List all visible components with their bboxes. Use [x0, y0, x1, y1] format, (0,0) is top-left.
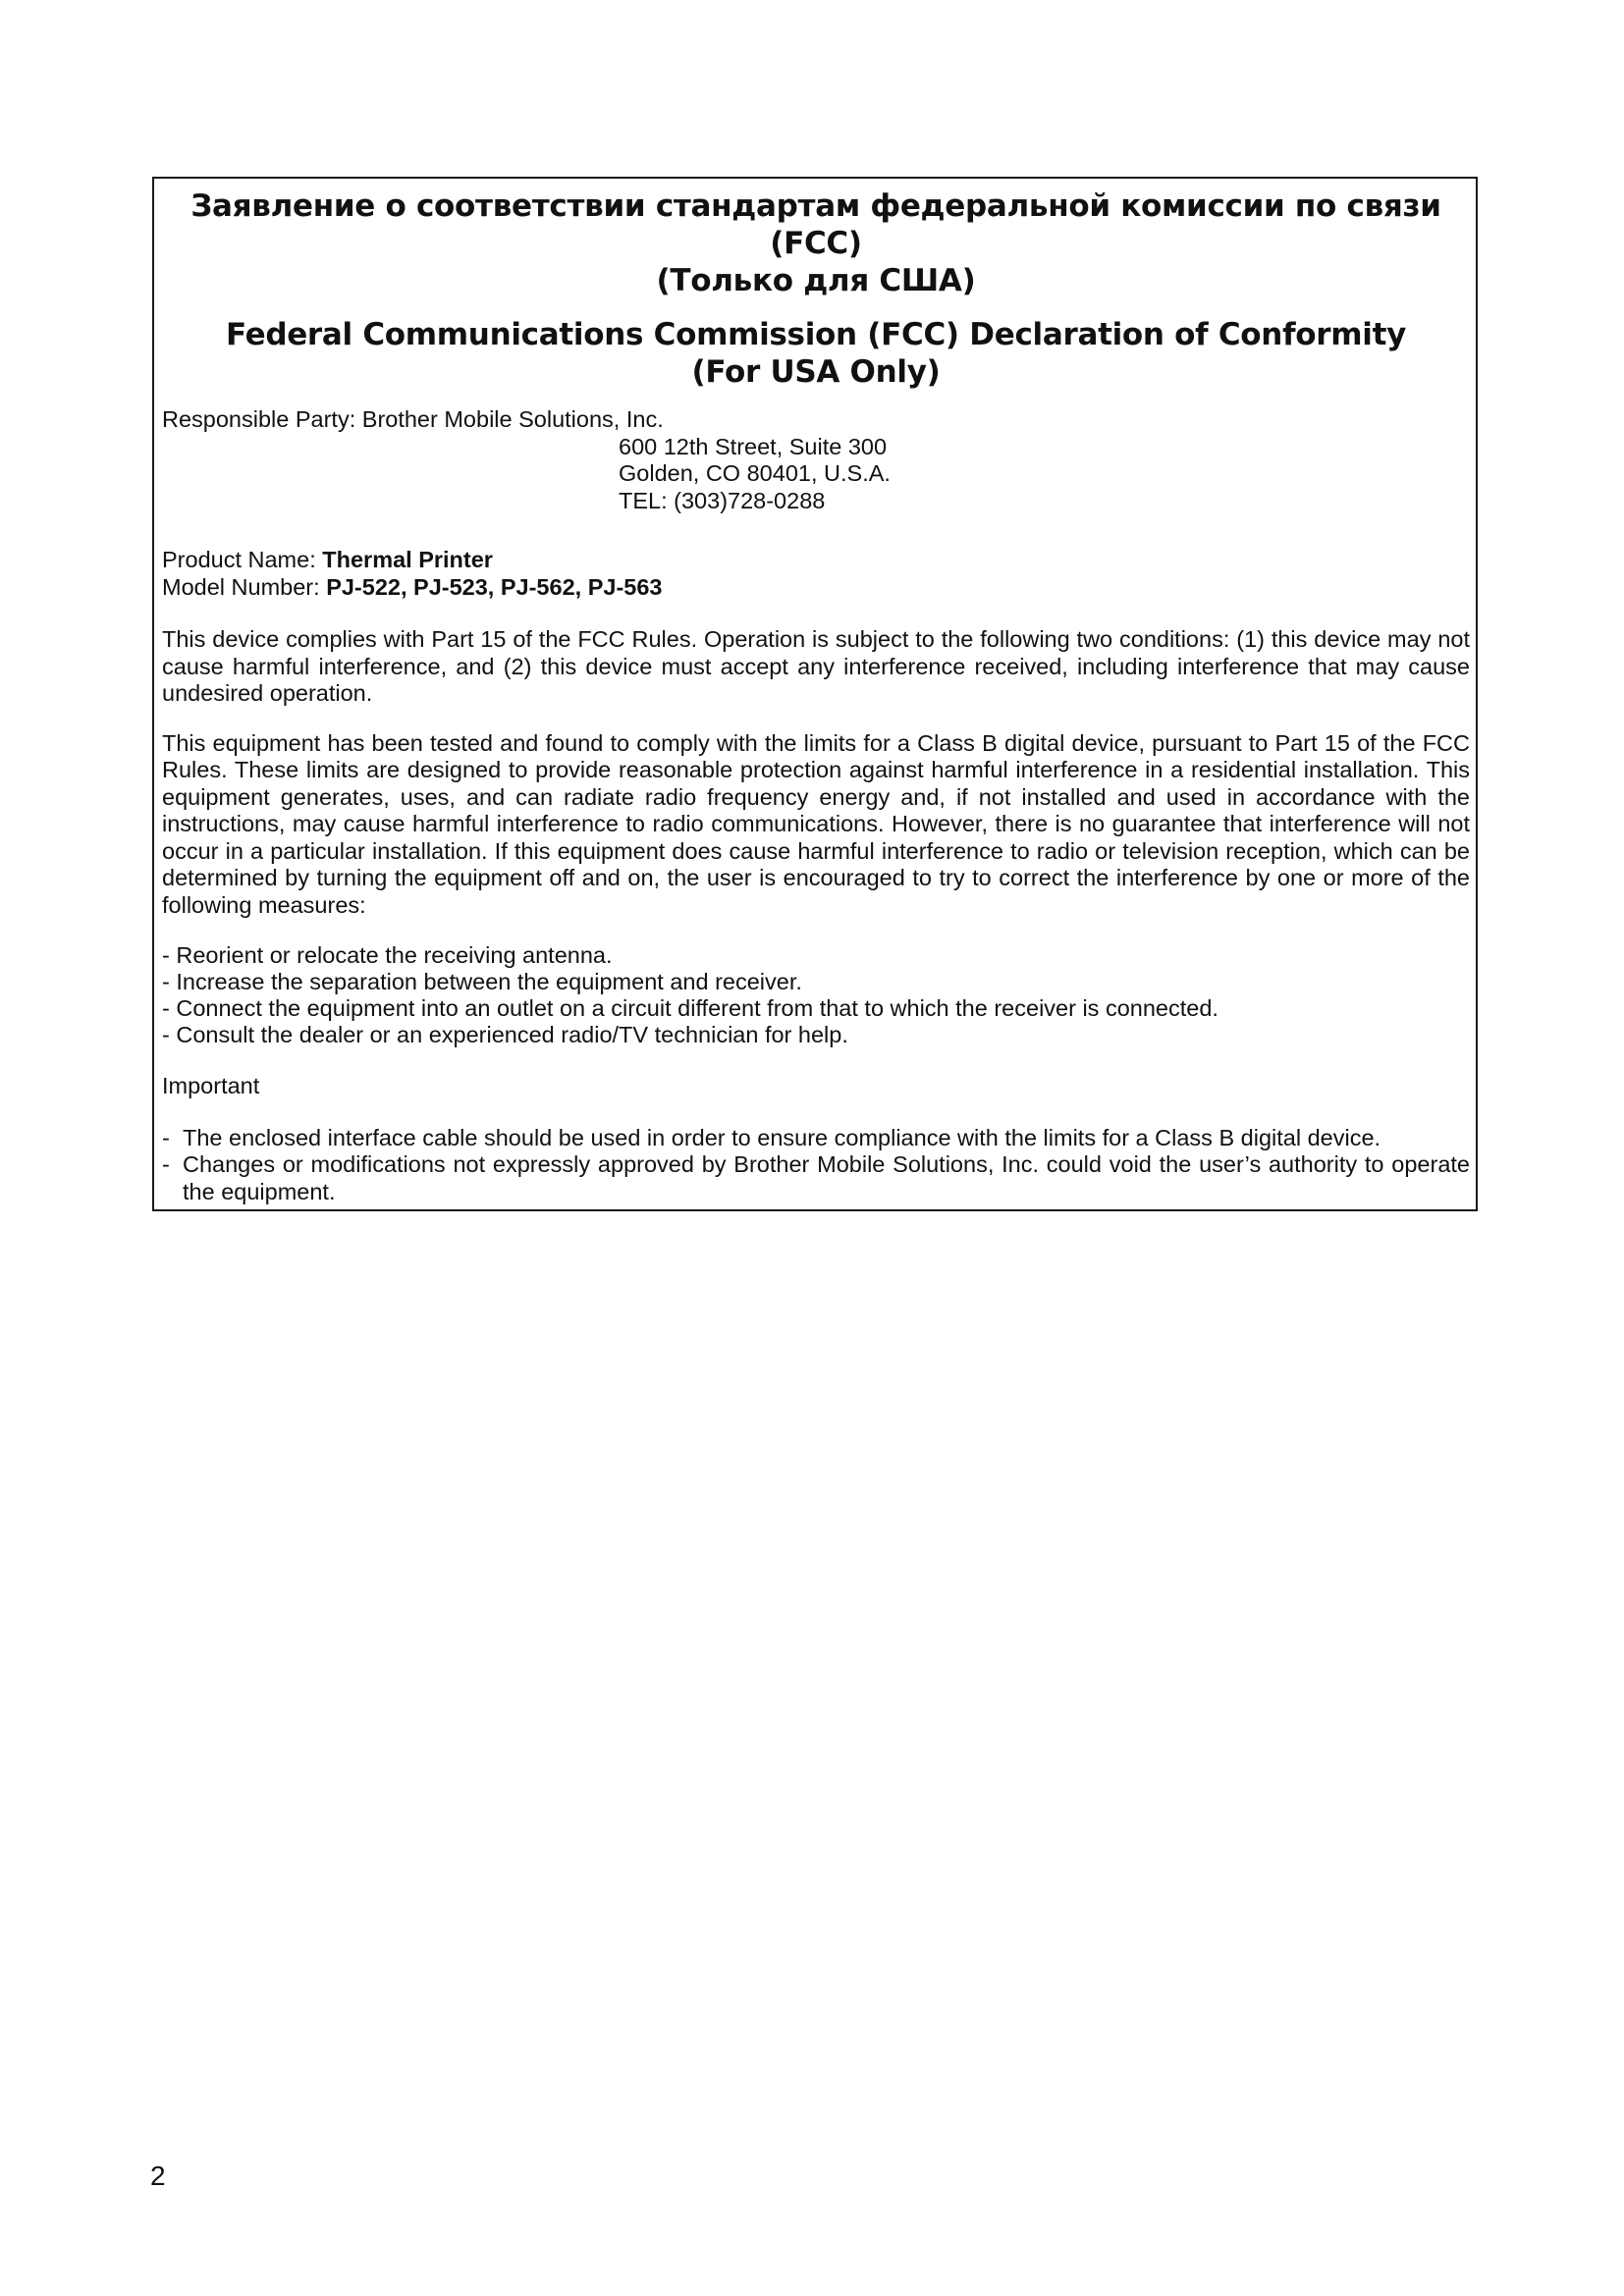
important-list: [162, 1125, 1470, 1206]
measure-item: - Reorient or relocate the receiving antenna.: [162, 942, 613, 968]
product-name-value: Thermal Printer: [322, 547, 493, 572]
measure-item: - Consult the dealer or an experienced radio/TV technician for help.: [162, 1022, 848, 1047]
product-name-label: Product Name:: [162, 547, 323, 572]
model-number: [162, 574, 1470, 602]
heading-english-line1: Federal Communications Commission (FCC) Declaration of Conformity: [225, 317, 1407, 352]
heading-russian-line1: Заявление о соответствии стандартам федеральной комиссии по связи (FCC): [190, 188, 1441, 261]
important-item-text: Changes or modifications not expressly approved by Brother Mobile Solutions, Inc. could void the user’s authority to operate the equipment.: [183, 1151, 1470, 1204]
product-info: [162, 547, 1470, 601]
measure-item: - Connect the equipment into an outlet on a circuit different from that to which the receiver is connected.: [162, 995, 1218, 1021]
important-item-text: The enclosed interface cable should be used in order to ensure compliance with the limits for a Class B digital device.: [183, 1124, 1381, 1150]
measure-item: - Increase the separation between the equipment and receiver.: [162, 969, 802, 994]
heading-russian: [162, 187, 1470, 299]
important-label: Important: [162, 1073, 260, 1098]
heading-english: [162, 316, 1470, 391]
important-item: [162, 1125, 1470, 1152]
important-item-dash: -: [162, 1124, 170, 1150]
responsible-party-label: Responsible Party: Brother Mobile Solutions, Inc.: [162, 406, 664, 432]
compliance-paragraph: This device complies with Part 15 of the FCC Rules. Operation is subject to the following two conditions: (1) this device may not cause harmful interference, and (2) this device must accept any interference received, including interference that may cause undesired operation.: [162, 626, 1470, 706]
model-number-label: Model Number:: [162, 573, 327, 600]
telephone: TEL: (303)728-0288: [619, 487, 826, 513]
heading-russian-line2: (Только для США): [656, 263, 976, 298]
product-name: [162, 547, 1470, 574]
model-number-value: PJ-522, PJ-523, PJ-562, PJ-563: [326, 573, 663, 600]
measures-list: [162, 942, 1470, 1048]
fcc-declaration-box: [152, 177, 1478, 1211]
address-line1: 600 12th Street, Suite 300: [619, 433, 888, 459]
page-number: 2: [150, 2161, 166, 2191]
class-b-paragraph: This equipment has been tested and found to comply with the limits for a Class B digital device, pursuant to Part 15 of the FCC Rules. These limits are designed to provide reasonable protection against harmful interference in a residential installation. This equipment generates, uses, and can radiate radio frequency energy and, if not installed and used in accordance with the instructions, may cause harmful interference to radio communications. However, there is no guarantee that interference will not occur in a particular installation. If this equipment does cause harmful interference to radio or television reception, which can be determined by turning the equipment off and on, the user is encouraged to try to correct the interference by one or more of the following measures:: [162, 729, 1470, 918]
important-item: [162, 1151, 1470, 1205]
responsible-party: [162, 406, 1470, 514]
important-item-dash: -: [162, 1151, 170, 1177]
address-line2: Golden, CO 80401, U.S.A.: [619, 460, 891, 486]
heading-english-line2: (For USA Only): [691, 354, 941, 390]
